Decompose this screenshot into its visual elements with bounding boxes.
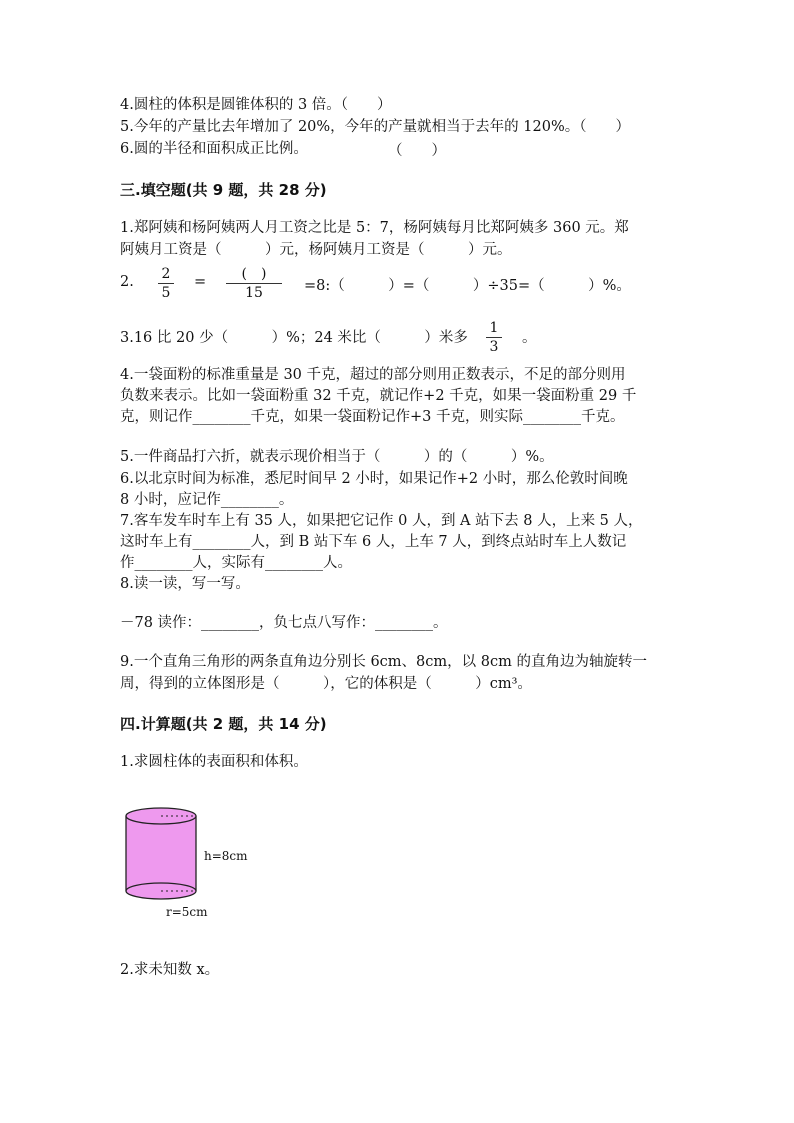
cylinder-height-label: h=8cm	[204, 849, 248, 863]
judge-q5: 5.今年的产量比去年增加了 20%，今年的产量就相当于去年的 120%。（ ）	[120, 119, 630, 135]
fill-q7-line2: 这时车上有________人，到 B 站下车 6 人，上车 7 人，到终点站时车上人数记	[120, 534, 627, 550]
fraction-two-fifths	[158, 266, 174, 301]
fill-q1-line2: 阿姨月工资是（ ）元，杨阿姨月工资是（ ）元。	[120, 242, 512, 258]
cylinder-body	[126, 816, 196, 891]
fill-q9-line2: 周，得到的立体图形是（ ），它的体积是（ ）cm³。	[120, 676, 532, 692]
judge-q6: 6.圆的半径和面积成正比例。	[120, 141, 308, 157]
equals-sign: =	[194, 274, 207, 290]
fill-q7-line3: 作________人，实际有________人。	[120, 555, 352, 571]
fraction-numerator: 1	[489, 320, 499, 336]
fill-q2-number: 2.	[120, 274, 134, 290]
calc-q2: 2.求未知数 x。	[120, 962, 220, 978]
cylinder-radius-label: r=5cm	[166, 905, 208, 919]
fill-q8-sub: －78 读作：________，负七点八写作：________。	[120, 615, 448, 631]
fill-q6-line2: 8 小时，应记作________。	[120, 492, 294, 508]
fill-q6-line1: 6.以北京时间为标准，悉尼时间早 2 小时，如果记作+2 小时，那么伦敦时间晚	[120, 471, 628, 487]
fill-q3-end: 。	[522, 330, 537, 346]
fraction-denominator: 5	[161, 285, 171, 301]
calc-q1: 1.求圆柱体的表面积和体积。	[120, 754, 308, 770]
fill-q9-line1: 9.一个直角三角形的两条直角边分别长 6cm、8cm，以 8cm 的直角边为轴旋转一	[120, 654, 647, 670]
fraction-numerator: 2	[161, 266, 171, 282]
fraction-denominator: 15	[245, 285, 263, 301]
fill-q3-text: 3.16 比 20 少（ ）%；24 米比（ ）米多	[120, 330, 468, 346]
fill-q1-line1: 1.郑阿姨和杨阿姨两人月工资之比是 5：7，杨阿姨每月比郑阿姨多 360 元。郑	[120, 220, 629, 236]
cylinder-figure	[118, 806, 258, 924]
fill-q2-rest: =8:（ ）=（ ）÷35=（ ）%。	[304, 278, 631, 294]
fraction-one-third	[486, 320, 502, 355]
fill-q5: 5.一件商品打六折，就表示现价相当于（ ）的（ ）%。	[120, 449, 554, 465]
fraction-blank-fifteenths	[226, 266, 282, 301]
fill-q7-line1: 7.客车发车时车上有 35 人，如果把它记作 0 人，到 A 站下去 8 人，上来 5 人，	[120, 513, 643, 529]
fraction-denominator: 3	[489, 339, 499, 355]
fill-q4-line3: 克，则记作________千克，如果一袋面粉记作+3 千克，则实际________千克。	[120, 409, 625, 425]
section4-title: 四.计算题(共 2 题，共 14 分)	[120, 715, 327, 733]
judge-q4: 4.圆柱的体积是圆锥体积的 3 倍。（ ）	[120, 97, 392, 113]
fraction-numerator: ( )	[241, 266, 267, 282]
fill-q4-line2: 负数来表示。比如一袋面粉重 32 千克，就记作+2 千克，如果一袋面粉重 29 千	[120, 388, 637, 404]
judge-q6-bracket: （ ）	[388, 143, 446, 159]
fill-q4-line1: 4.一袋面粉的标准重量是 30 千克，超过的部分则用正数表示，不足的部分则用	[120, 367, 626, 383]
fill-q8: 8.读一读，写一写。	[120, 576, 250, 592]
section3-title: 三.填空题(共 9 题，共 28 分)	[120, 181, 327, 199]
